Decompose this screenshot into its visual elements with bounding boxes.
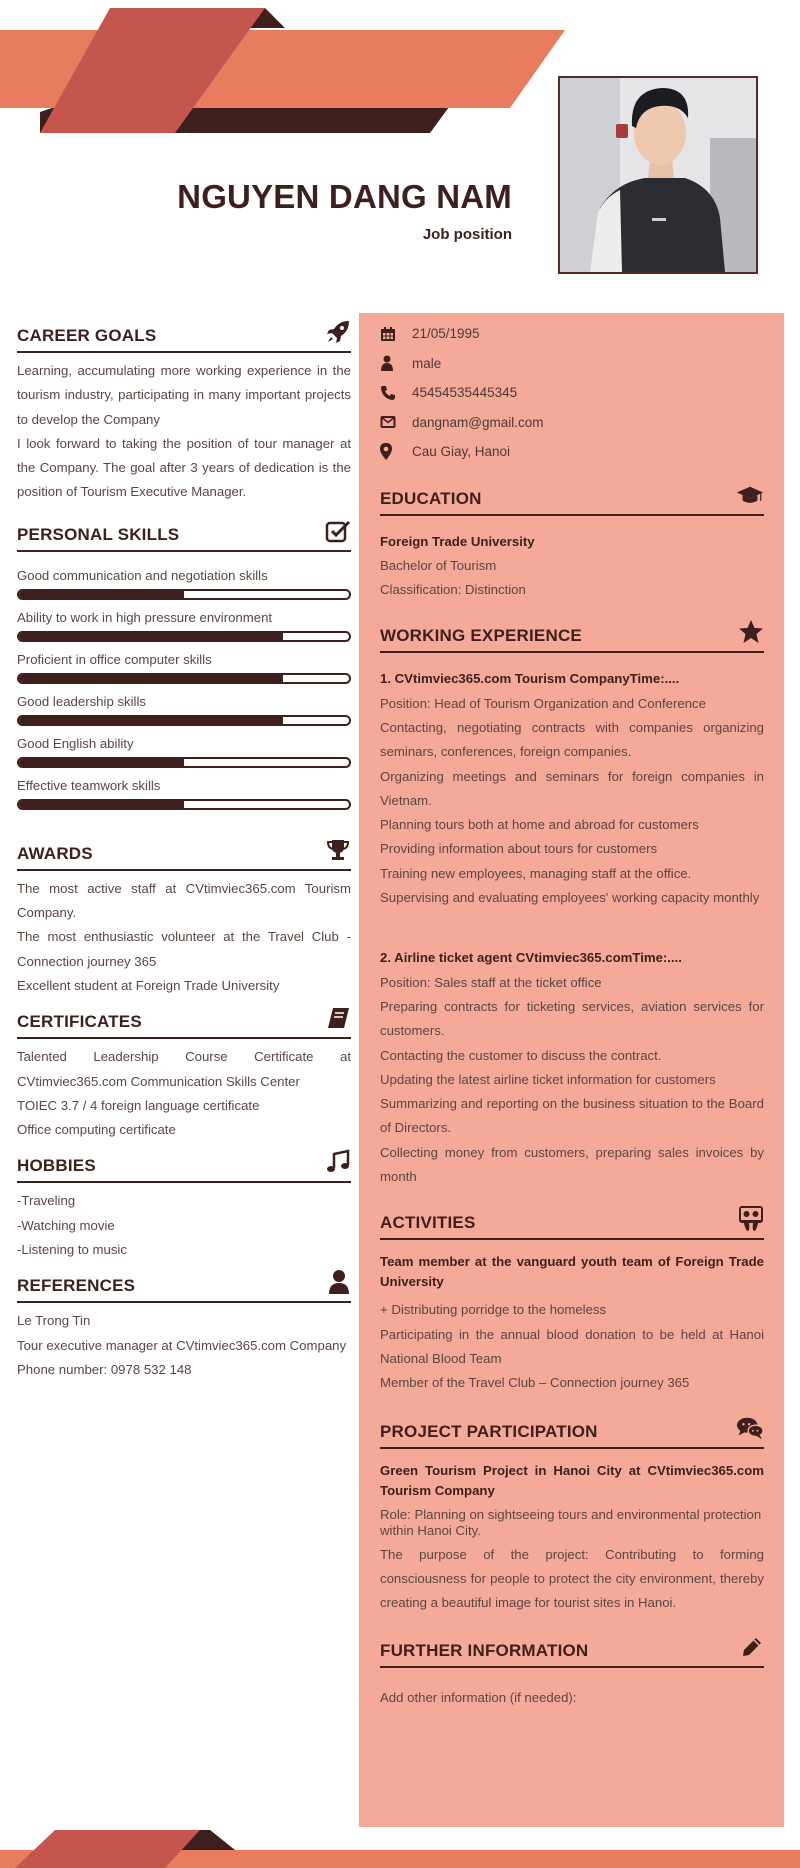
section-title: REFERENCES — [17, 1276, 136, 1296]
education-line: Classification: Distinction — [380, 582, 526, 598]
rocket-icon — [323, 318, 351, 346]
book-icon — [323, 1004, 351, 1032]
job-line: Contacting, negotiating contracts with companies organizing seminars, conferences, foreign companies. — [380, 719, 764, 760]
pencil-icon — [736, 1633, 764, 1661]
contact-email — [380, 408, 764, 438]
job-line: Training new employees, managing staff at the office. — [380, 865, 692, 881]
job-line: Position: Head of Tourism Organization and Conference — [380, 695, 706, 711]
project-section — [380, 1414, 764, 1616]
skill-label: Good leadership skills — [17, 693, 147, 709]
project-purpose: The purpose of the project: Contributing to forming consciousness for people to protect the city environment, thereby creating a beautiful image for tourist sites in Hanoi. — [380, 1546, 764, 1611]
star-icon — [736, 618, 764, 646]
checkbox-icon — [323, 517, 351, 545]
skill-item — [17, 650, 351, 684]
job-line: Providing information about tours for customers — [380, 841, 658, 857]
hobbies-section — [17, 1148, 351, 1262]
skill-level-bar — [17, 715, 351, 726]
skill-level-fill — [19, 759, 184, 766]
job-line: Updating the latest airline ticket information for customers — [380, 1071, 716, 1087]
calendar-icon — [380, 326, 412, 342]
section-title: AWARDS — [17, 843, 93, 863]
award-line: The most enthusiastic volunteer at the Travel Club - Connection journey 365 — [17, 929, 351, 969]
career-goal-line: I look forward to taking the position of tour manager at the Company. The goal after 3 years of dedication is the position of Tourism Executive Manager. — [17, 435, 351, 500]
chat-icon — [736, 1414, 764, 1442]
contact-phone — [380, 378, 764, 408]
skill-item — [17, 566, 351, 600]
slideshare-icon — [736, 1205, 764, 1233]
skill-level-fill — [19, 801, 184, 808]
reference-line: Le Trong Tin — [17, 1313, 91, 1329]
section-title: PERSONAL SKILLS — [17, 524, 180, 544]
awards-section — [17, 836, 351, 998]
skill-label: Proficient in office computer skills — [17, 651, 212, 667]
skill-level-bar — [17, 631, 351, 642]
envelope-icon — [380, 415, 412, 429]
certificate-line: Talented Leadership Course Certificate at CVtimviec365.com Communication Skills Center — [17, 1049, 351, 1089]
award-line: The most active staff at CVtimviec365.com Tourism Company. — [17, 880, 351, 921]
skill-level-bar — [17, 799, 351, 810]
music-icon — [323, 1148, 351, 1176]
skill-level-fill — [19, 591, 184, 598]
skill-item — [17, 608, 351, 642]
job-position: Job position — [422, 226, 512, 243]
job-line: Preparing contracts for ticketing services, aviation services for customers. — [380, 998, 764, 1039]
map-marker-icon — [380, 443, 412, 460]
section-title: CAREER GOALS — [17, 326, 157, 345]
contact-block — [380, 319, 764, 467]
job-line: Supervising and evaluating employees' working capacity monthly — [380, 890, 760, 906]
birthday-value: 21/05/1995 — [412, 326, 480, 342]
email-value: dangnam@gmail.com — [412, 414, 544, 430]
user-icon — [323, 1268, 351, 1296]
hobby-line: -Listening to music — [17, 1242, 127, 1258]
section-title: CERTIFICATES — [17, 1012, 142, 1032]
certificate-line: TOIEC 3.7 / 4 foreign language certificate — [17, 1097, 260, 1113]
hobby-line: -Traveling — [17, 1193, 76, 1209]
skill-label: Effective teamwork skills — [17, 777, 161, 793]
footer-banner-graphic — [0, 1820, 800, 1868]
reference-line: Phone number: 0978 532 148 — [17, 1361, 192, 1377]
contact-address — [380, 437, 764, 467]
skill-item — [17, 734, 351, 768]
contact-gender — [380, 349, 764, 379]
personal-skills-section — [17, 517, 351, 810]
phone-icon — [380, 385, 412, 401]
job-line: Contacting the customer to discuss the contract. — [380, 1047, 662, 1063]
certificate-line: Office computing certificate — [17, 1122, 176, 1138]
further-info-section — [380, 1633, 764, 1710]
skill-level-bar — [17, 673, 351, 684]
job-heading: 1. CVtimviec365.com Tourism CompanyTime:.... — [380, 671, 680, 687]
job-line: Position: Sales staff at the ticket office — [380, 974, 602, 990]
contact-birthday — [380, 319, 764, 349]
section-title: FURTHER INFORMATION — [380, 1641, 589, 1661]
skill-level-bar — [17, 589, 351, 600]
phone-value: 45454535445345 — [412, 385, 518, 401]
references-section — [17, 1268, 351, 1382]
job-line: Summarizing and reporting on the business situation to the Board of Directors. — [380, 1096, 764, 1136]
skill-label: Good English ability — [17, 735, 134, 751]
section-title: ACTIVITIES — [380, 1213, 476, 1233]
certificates-section — [17, 1004, 351, 1142]
job-heading: 2. Airline ticket agent CVtimviec365.comTime:.... — [380, 950, 682, 966]
career-goals-section — [17, 318, 351, 505]
skill-level-fill — [19, 633, 283, 640]
section-title: EDUCATION — [380, 488, 482, 508]
activity-line: + Distributing porridge to the homeless — [380, 1302, 607, 1318]
skill-label: Good communication and negotiation skills — [17, 567, 268, 583]
job-line: Organizing meetings and seminars for foreign companies in Vietnam. — [380, 768, 764, 808]
address-value: Cau Giay, Hanoi — [412, 444, 511, 460]
job-line: Planning tours both at home and abroad for customers — [380, 817, 699, 833]
skill-level-fill — [19, 717, 283, 724]
skill-level-fill — [19, 675, 283, 682]
activity-heading: Team member at the vanguard youth team of Foreign Trade University — [380, 1254, 764, 1290]
candidate-name: NGUYEN DANG NAM — [177, 178, 512, 215]
activity-line: Member of the Travel Club – Connection journey 365 — [380, 1375, 690, 1391]
award-line: Excellent student at Foreign Trade University — [17, 977, 280, 993]
job-line: Collecting money from customers, preparing sales invoices by month — [380, 1144, 764, 1185]
education-section — [380, 481, 764, 603]
career-goal-line: Learning, accumulating more working experience in the tourism industry, participating in many important projects to develop the Company — [17, 363, 351, 427]
project-heading: Green Tourism Project in Hanoi City at CVtimviec365.com Tourism Company — [380, 1462, 764, 1498]
skill-item — [17, 776, 351, 810]
trophy-icon — [323, 836, 351, 864]
skill-label: Ability to work in high pressure environment — [17, 609, 273, 625]
skill-item — [17, 692, 351, 726]
reference-line: Tour executive manager at CVtimviec365.com Company — [17, 1337, 347, 1353]
further-info-text: Add other information (if needed): — [380, 1690, 577, 1706]
hobby-line: -Watching movie — [17, 1217, 115, 1233]
experience-section — [380, 618, 764, 1189]
school-name: Foreign Trade University — [380, 533, 535, 549]
project-role: Role: Planning on sightseeing tours and environmental protection within Hanoi City. — [380, 1506, 762, 1538]
graduation-cap-icon — [736, 481, 764, 509]
right-panel — [359, 313, 784, 1827]
skills-list — [17, 566, 351, 810]
education-line: Bachelor of Tourism — [380, 557, 497, 573]
person-icon — [380, 355, 412, 371]
left-column — [17, 318, 351, 1382]
activity-line: Participating in the annual blood donation to be held at Hanoi National Blood Team — [380, 1326, 764, 1366]
section-title: HOBBIES — [17, 1156, 96, 1176]
section-title: PROJECT PARTICIPATION — [380, 1421, 598, 1441]
profile-photo — [558, 76, 758, 274]
gender-value: male — [412, 355, 442, 371]
skill-level-bar — [17, 757, 351, 768]
section-title: WORKING EXPERIENCE — [380, 626, 582, 646]
activities-section — [380, 1205, 764, 1395]
